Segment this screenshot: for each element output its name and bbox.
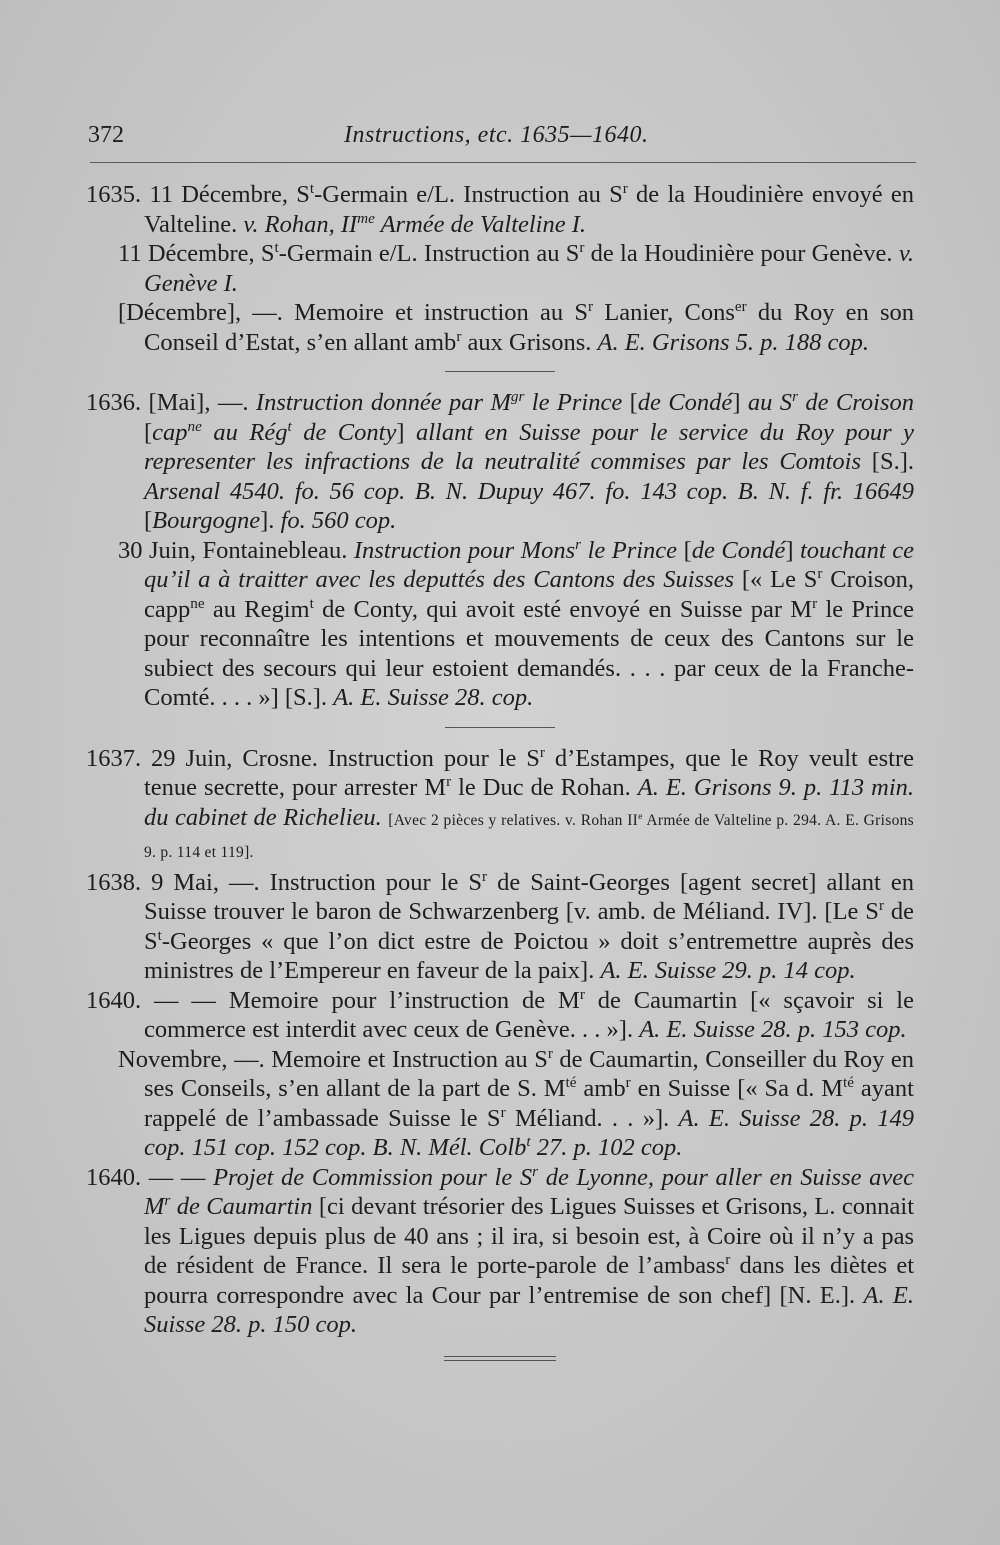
sub-entry: Novembre, —. Memoire et Instruction au $S^r$ de Caumartin, Conseiller du Roy en ses Conseils, s’en allant de la part de S. $M^{té}$ amb$^r$ en Suisse [« Sa d. $M^{té}$ ayant rappelé de l’ambassade Suisse le $S^r$ Méliand. . . »]. A. E. Suisse 28. p. 149 cop. 151 cop. 152 cop. B. N. Mél. Colb$^t$ 27. p. 102 cop. [118, 1044, 915, 1161]
document-body [0, 180, 1000, 1361]
page-number: 372 [88, 122, 124, 148]
end-separator [444, 1356, 556, 1361]
year-entry: 1640. — — Projet de Commission pour le $S^r$ de Lyonne, pour aller en Suisse avec $M^r$ de Caumartin [ci devant trésorier des Ligues Suisses et Grisons, L. connait les Ligues depuis plus de 40 ans ; il ira, si besoin est, à Coire où il n’y a pas de résident de France. Il sera le porte-parole de l’ambass$^r$ dans les diètes et pourra correspondre avec la Cour par l’entremise de son chef] [N. E.]. A. E. Suisse 28. p. 150 cop. [86, 1162, 915, 1338]
sub-entry: [Décembre], —. Memoire et instruction au $S^r$ Lanier, Cons$^{er}$ du Roy en son Conseil d’Estat, s’en allant amb$^r$ aux Grisons. A. E. Grisons 5. p. 188 cop. [118, 297, 915, 356]
year-entry: 1636. [Mai], —. Instruction donnée par $M^{gr}$ le Prince [de Condé] au $S^r$ de Croison [cap$^{ne}$ au Rég$^t$ de Conty] allant en Suisse pour le service du Roy pour y representer les infractions de la neutralité commises par les Comtois [S.]. Arsenal 4540. fo. 56 cop. B. N. Dupuy 467. fo. 143 cop. B. N. f. fr. 16649 [Bourgogne]. fo. 560 cop. [86, 387, 914, 534]
year-entry: 1635. 11 Décembre, $S^t$-Germain e/L. Instruction au $S^r$ de la Houdinière envoyé en Valteline. v. Rohan, $II^{me}$ Armée de Valteline I. [86, 179, 914, 238]
header-rule [90, 162, 916, 163]
sub-entry: 11 Décembre, $S^t$-Germain e/L. Instruction au $S^r$ de la Houdinière pour Genève. v. Genève I. [118, 238, 914, 297]
page-header [88, 118, 918, 158]
year-entry: 1638. 9 Mai, —. Instruction pour le $S^r$ de Saint-Georges [agent secret] allant en Suisse trouver le baron de Schwarzenberg [v. amb. de Méliand. IV]. [Le $S^r$ de $S^t$-Georges « que l’on dict estre de Poictou » doit s’entremettre auprès des ministres de l’Empereur en faveur de la paix]. A. E. Suisse 29. p. 14 cop. [86, 867, 914, 984]
year-entry: 1640. — — Memoire pour l’instruction de $M^r$ de Caumartin [« sçavoir si le commerce est interdit avec ceux de Genève. . . »]. A. E. Suisse 28. p. 153 cop. [86, 985, 914, 1043]
section-separator [445, 727, 555, 728]
running-title: Instructions, etc. 1635—1640. [344, 122, 649, 148]
year-entry: 1637. 29 Juin, Crosne. Instruction pour le $S^r$ d’Estampes, que le Roy veult estre tenue secrette, pour arrester $M^r$ le Duc de Rohan. A. E. Grisons 9. p. 113 min. du cabinet de Richelieu. [Avec 2 pièces y relatives. v. Rohan IIe Armée de Valteline p. 294. A. E. Grisons 9. p. 114 et 119]. [86, 743, 915, 861]
sub-entry: 30 Juin, Fontainebleau. Instruction pour Mons$^r$ le Prince [de Condé] touchant ce qu’il a à traitter avec les deputtés des Cantons des Suisses [« Le $S^r$ Croison, capp$^{ne}$ au Regim$^t$ de Conty, qui avoit esté envoyé en Suisse par $M^r$ le Prince pour reconnaître les intentions et mouvements de ceux des Cantons sur le subiect des secours qui leur estoient demandés. . . . par ceux de la Franche-Comté. . . . »] [S.]. A. E. Suisse 28. cop. [118, 535, 915, 711]
section-separator [445, 371, 555, 372]
